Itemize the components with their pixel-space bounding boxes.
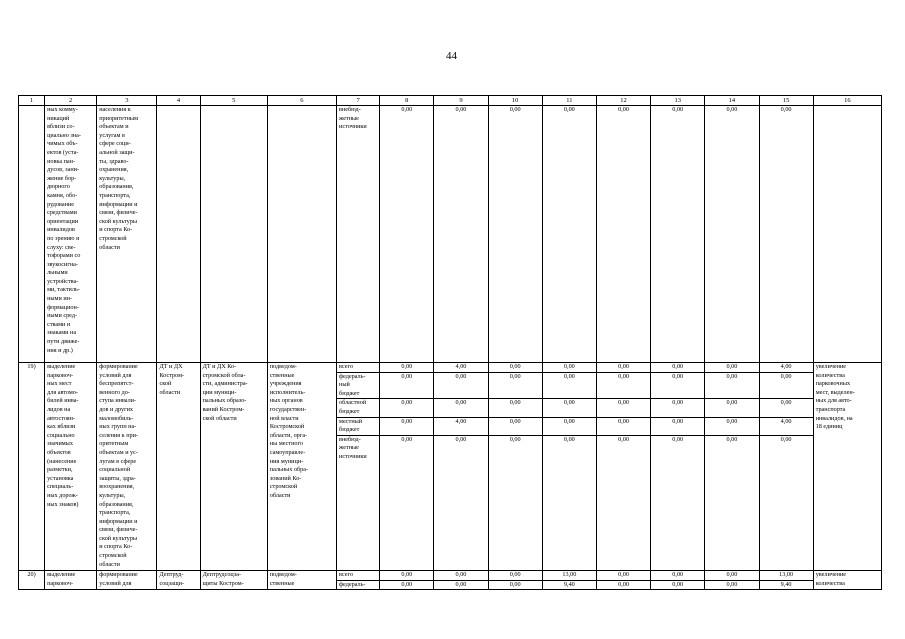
amount-cell: 0,00 bbox=[380, 571, 433, 581]
amount-cell: 0,00 bbox=[726, 435, 738, 443]
amount-cell: 0,00 bbox=[380, 363, 433, 373]
header-row bbox=[19, 96, 882, 106]
amount-cell: 0,00 bbox=[509, 435, 521, 443]
amount-column bbox=[434, 363, 488, 571]
amount-cell: 0,00 bbox=[705, 418, 758, 436]
header-cell: 6 bbox=[267, 96, 336, 106]
amount-cell: 0,00 bbox=[705, 571, 758, 581]
header-cell: 16 bbox=[813, 96, 881, 106]
amount-cell: 0,00 bbox=[455, 580, 467, 588]
measure-name: выделение парковоч- bbox=[45, 571, 97, 590]
responsible-executor: Дептруд- соцзащи- bbox=[157, 571, 200, 590]
amount-cell: 0,00 bbox=[618, 435, 629, 443]
amount-cell: 0,00 bbox=[705, 106, 759, 363]
amount-cell: 0,00 bbox=[651, 106, 705, 363]
measure-name: выделение парковоч- ных мест для автомо- билей инва- лидов на автостоян- ках вблизи социально значимых объектов (нанесение разметки, установка специаль- ных дорож- ных знаков) bbox=[45, 363, 97, 571]
amount-cell: 0,00 bbox=[651, 363, 704, 373]
amount-column bbox=[434, 571, 488, 590]
funding-source: всего bbox=[337, 363, 379, 373]
amount-column bbox=[542, 571, 596, 590]
amount-column bbox=[596, 363, 650, 571]
amount-cell: 0,00 bbox=[434, 373, 487, 400]
header-cell: 1 bbox=[19, 96, 45, 106]
amount-cell: 0,00 bbox=[380, 399, 433, 417]
amount-column bbox=[651, 363, 705, 571]
amount-cell: 0,00 bbox=[651, 373, 704, 400]
table-row bbox=[19, 363, 882, 571]
amount-cell: 0,00 bbox=[489, 373, 542, 400]
item-number: 20) bbox=[19, 571, 45, 590]
participants bbox=[267, 106, 336, 363]
funding-source: областной бюджет bbox=[337, 399, 379, 417]
header-cell: 15 bbox=[759, 96, 813, 106]
amount-cell: 0,00 bbox=[543, 363, 596, 373]
amount-cell: 0,00 bbox=[380, 373, 433, 400]
responsible-executor bbox=[157, 106, 200, 363]
amount-cell: 4,00 bbox=[760, 418, 813, 436]
measure-goal: формирование условий для bbox=[97, 571, 157, 590]
participants: подведом- ственные bbox=[267, 571, 336, 590]
item-number: 19) bbox=[19, 363, 45, 571]
amount-cell: 0,00 bbox=[597, 571, 650, 581]
amount-cell: 0,00 bbox=[618, 580, 629, 588]
amount-cell: 0,00 bbox=[434, 106, 488, 363]
amount-cell: 0,00 bbox=[543, 418, 596, 436]
amount-cell: 0,00 bbox=[705, 399, 758, 417]
amount-cell: 0,00 bbox=[489, 399, 542, 417]
header-cell: 2 bbox=[45, 96, 97, 106]
expected-result bbox=[813, 106, 881, 363]
amount-column bbox=[596, 571, 650, 590]
amount-cell: 13,00 bbox=[543, 571, 596, 581]
amount-cell: 0,00 bbox=[651, 399, 704, 417]
funding-source: всего bbox=[337, 571, 379, 581]
amount-cell: 0,00 bbox=[401, 435, 413, 443]
amount-cell: 0,00 bbox=[543, 373, 596, 400]
header-cell: 5 bbox=[200, 96, 267, 106]
amount-cell: 0,00 bbox=[705, 373, 758, 400]
budget-table bbox=[18, 95, 882, 590]
participants: подведом- ственные учреждения исполнитель- ных органов государствен- ной власти Костромской области, орга- ны местного самоуправле- ния муници- пальных обра- зований Ко- стромской области bbox=[267, 363, 336, 571]
funding-sources bbox=[337, 571, 380, 590]
funding-source: федераль- ный бюджет bbox=[337, 373, 379, 400]
responsible-executor: ДТ и ДХ Костром- ской области bbox=[157, 363, 200, 571]
amount-cell: 9,40 bbox=[563, 580, 575, 588]
co-executors: ДТ и ДХ Ко- стромской обла- сти, администра- ции муници- пальных образо- ваний Костром- ской области bbox=[200, 363, 267, 571]
amount-cell: 0,00 bbox=[563, 435, 575, 443]
amount-column bbox=[488, 363, 542, 571]
co-executors bbox=[200, 106, 267, 363]
funding-source: местный бюджет bbox=[337, 418, 379, 436]
header-cell: 8 bbox=[380, 96, 434, 106]
amount-cell: 0,00 bbox=[760, 373, 813, 400]
table-row bbox=[19, 106, 882, 363]
amount-column bbox=[705, 363, 759, 571]
page-number: 44 bbox=[446, 50, 457, 62]
co-executors: Дептрудсоцза- щиты Костром- bbox=[200, 571, 267, 590]
item-number bbox=[19, 106, 45, 363]
amount-cell: 0,00 bbox=[489, 571, 542, 581]
amount-column bbox=[380, 363, 434, 571]
amount-column bbox=[759, 363, 813, 571]
amount-cell: 0,00 bbox=[651, 418, 704, 436]
header-cell: 12 bbox=[596, 96, 650, 106]
amount-cell: 0,00 bbox=[401, 580, 413, 588]
header-cell: 11 bbox=[542, 96, 596, 106]
amount-cell: 0,00 bbox=[597, 418, 650, 436]
amount-cell: 4,00 bbox=[434, 363, 487, 373]
header-cell: 9 bbox=[434, 96, 488, 106]
amount-cell: 9,40 bbox=[780, 580, 792, 588]
amount-column bbox=[488, 571, 542, 590]
amount-cell: 0,00 bbox=[597, 363, 650, 373]
header-cell: 14 bbox=[705, 96, 759, 106]
funding-sources bbox=[337, 363, 380, 571]
amount-cell: 0,00 bbox=[705, 363, 758, 373]
amount-column bbox=[651, 571, 705, 590]
funding-source: внебюд- жетные источники bbox=[337, 106, 380, 363]
amount-cell: 0,00 bbox=[759, 106, 813, 363]
amount-cell: 0,00 bbox=[543, 399, 596, 417]
header-cell: 4 bbox=[157, 96, 200, 106]
amount-cell: 0,00 bbox=[489, 363, 542, 373]
amount-column bbox=[380, 571, 434, 590]
amount-column bbox=[759, 571, 813, 590]
header-cell: 7 bbox=[337, 96, 380, 106]
funding-source: федераль- bbox=[339, 580, 366, 588]
amount-cell: 0,00 bbox=[380, 418, 433, 436]
header-cell: 13 bbox=[651, 96, 705, 106]
amount-cell: 0,00 bbox=[651, 571, 704, 581]
measure-name: ных комму- никаций вблизи со- циально зна- чимых объ- ектов (уста- новка пан- дусов, зани- жение бор- дюрного камня, обо- рудование средствами ориентации инвалидов по зрению и слуху: све- тофорами со звукосигна- льными устройства- ми, тактиль- ными ин- формацион- ными сред- ствами и знаками на пути движе- ния и др.) bbox=[45, 106, 97, 363]
amount-cell: 0,00 bbox=[726, 580, 738, 588]
amount-column bbox=[542, 363, 596, 571]
amount-cell: 0,00 bbox=[596, 106, 650, 363]
amount-cell: 0,00 bbox=[489, 418, 542, 436]
amount-cell: 0,00 bbox=[672, 435, 684, 443]
funding-source: внебюд- жетные источники bbox=[339, 435, 367, 460]
header-cell: 10 bbox=[488, 96, 542, 106]
amount-cell: 13,00 bbox=[760, 571, 813, 581]
amount-cell: 0,00 bbox=[672, 580, 684, 588]
amount-cell: 0,00 bbox=[597, 399, 650, 417]
expected-result: увеличение количества парковочных мест, выделен- ных для авто- транспорта инвалидов, на 18 единиц bbox=[813, 363, 881, 571]
amount-column bbox=[705, 571, 759, 590]
amount-cell: 0,00 bbox=[434, 571, 487, 581]
amount-cell: 0,00 bbox=[380, 106, 434, 363]
table-row bbox=[19, 571, 882, 590]
amount-cell: 0,00 bbox=[542, 106, 596, 363]
amount-cell: 0,00 bbox=[780, 435, 792, 443]
amount-cell: 4,00 bbox=[434, 418, 487, 436]
expected-result: увеличение количества bbox=[813, 571, 881, 590]
amount-cell: 0,00 bbox=[760, 399, 813, 417]
amount-cell: 0,00 bbox=[597, 373, 650, 400]
amount-cell: 0,00 bbox=[434, 399, 487, 417]
header-cell: 3 bbox=[97, 96, 157, 106]
amount-cell: 4,00 bbox=[760, 363, 813, 373]
amount-cell: 0,00 bbox=[488, 106, 542, 363]
measure-goal: населения к приоритетным объектам и услугам в сфере соци- альной защи- ты, здраво- охранения, культуры, образования, транспорта, информации и связи, физиче- ской культуры и спорта Ко- стромской области bbox=[97, 106, 157, 363]
measure-goal: формирование условий для беспрепятст- венного до- ступа инвали- дов и других маломобиль- ных групп на- селения к при- оритетным объектам и ус- лугам в сфере социальной защиты, здра- воохранения, культуры, образования, транспорта, информации и связи, физиче- ской культуры и спорта Ко- стромской области bbox=[97, 363, 157, 571]
amount-cell: 0,00 bbox=[455, 435, 467, 443]
amount-cell: 0,00 bbox=[509, 580, 521, 588]
